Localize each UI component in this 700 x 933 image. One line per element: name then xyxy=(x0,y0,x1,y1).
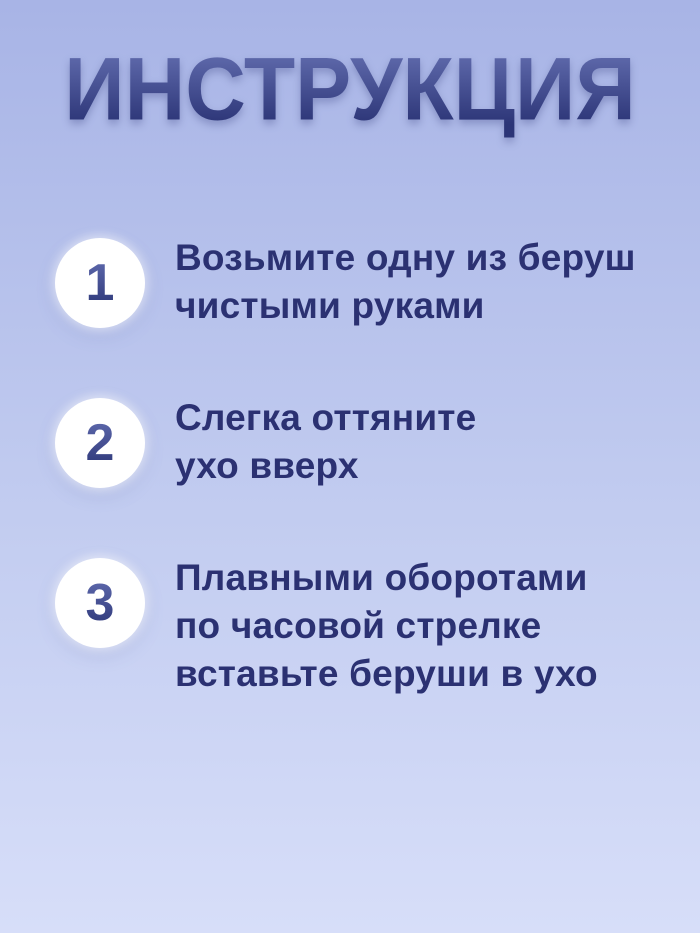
page-title: ИНСТРУКЦИЯ xyxy=(0,38,700,140)
step-1-number-badge xyxy=(55,238,145,328)
step-2-text-line-2: ухо вверх xyxy=(175,445,359,486)
step-2-text xyxy=(175,394,476,490)
step-3-number: 3 xyxy=(85,574,115,632)
steps-list xyxy=(0,234,700,698)
step-3-text-line-1: Плавными оборотами xyxy=(175,557,588,598)
step-2-text-line-1: Слегка оттяните xyxy=(175,397,477,438)
step-item-2 xyxy=(55,394,660,490)
step-1-text-line-1: Возьмите одну из беруш xyxy=(175,237,636,278)
step-item-1 xyxy=(55,234,660,330)
step-3-text xyxy=(175,554,598,698)
step-1-text xyxy=(175,234,636,330)
step-3-text-line-3: вставьте беруши в ухо xyxy=(175,653,598,694)
step-1-text-line-2: чистыми руками xyxy=(175,285,485,326)
step-item-3 xyxy=(55,554,660,698)
step-2-number-badge xyxy=(55,398,145,488)
step-1-number: 1 xyxy=(85,254,115,312)
step-2-number: 2 xyxy=(85,414,115,472)
step-3-text-line-2: по часовой стрелке xyxy=(175,605,542,646)
step-3-number-badge xyxy=(55,558,145,648)
